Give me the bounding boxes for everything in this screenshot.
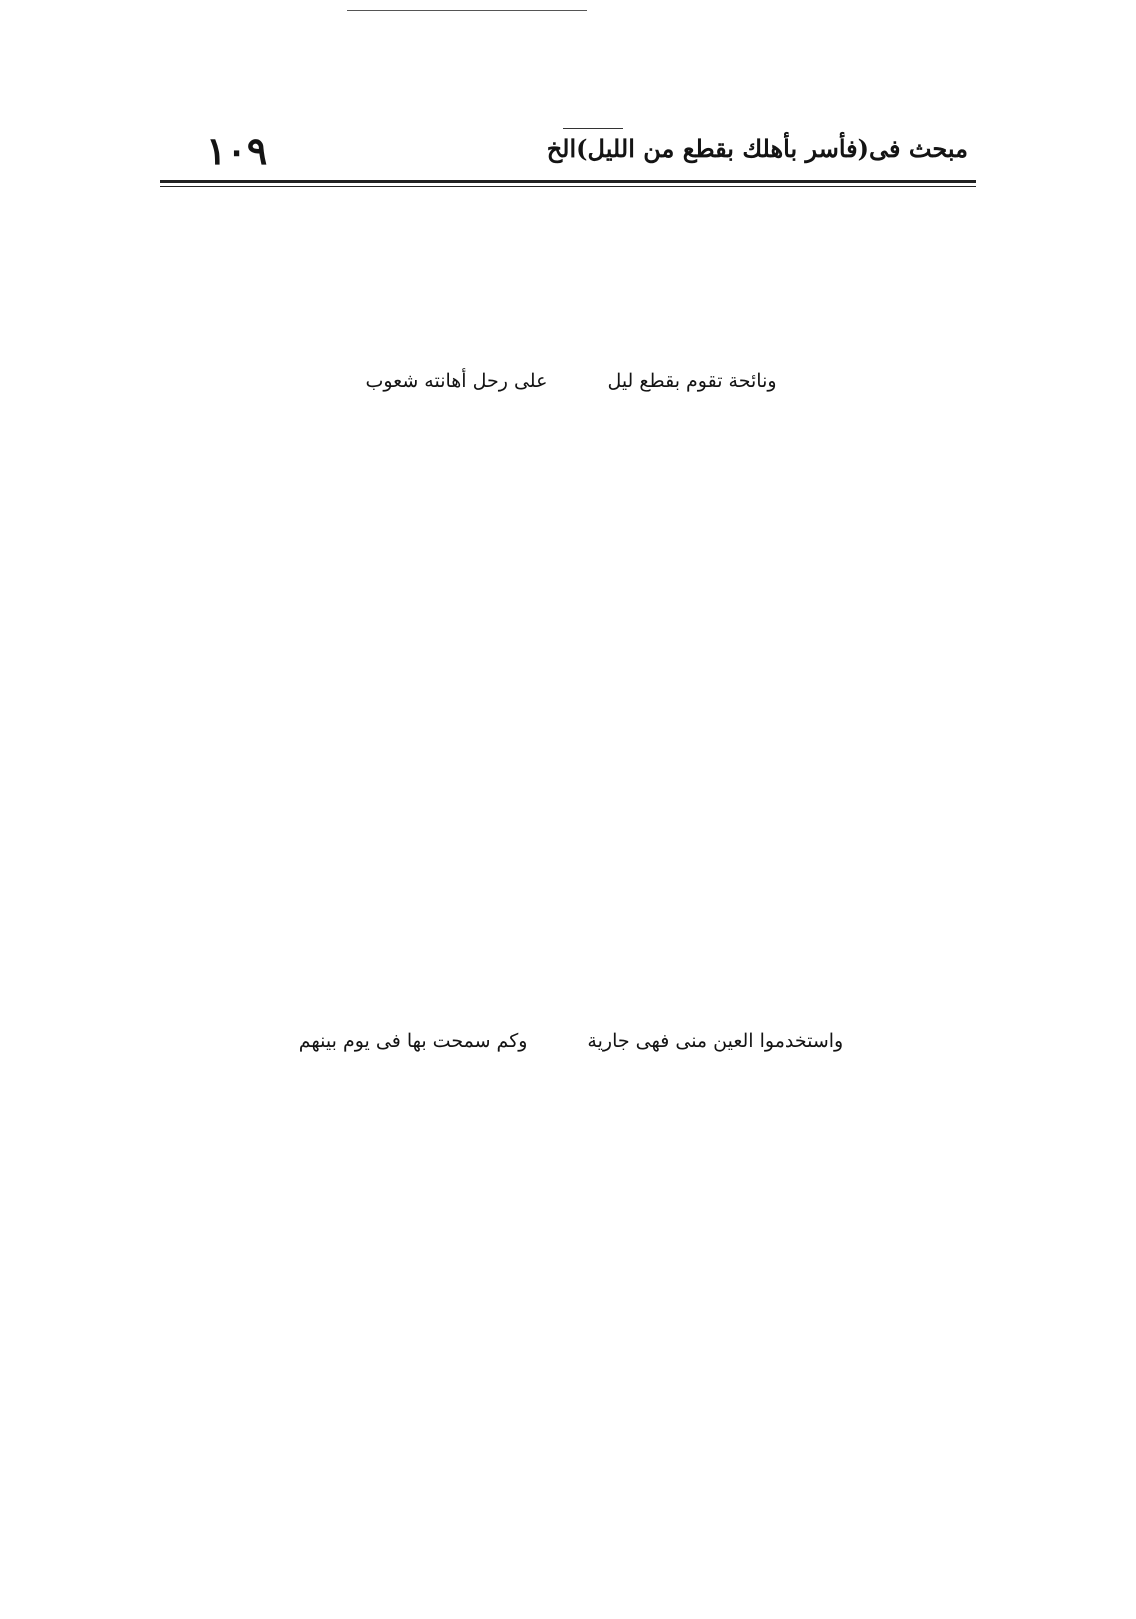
verse-first-hemistich: ونائحة تقوم بقطع ليل xyxy=(607,370,777,392)
text-line xyxy=(178,852,964,886)
text-line xyxy=(178,1060,964,1094)
verse-second-hemistich: وكم سمحت بها فى يوم بينهم xyxy=(298,1030,528,1052)
verse-second-hemistich: على رحل أهانته شعوب xyxy=(365,370,548,392)
text-line xyxy=(178,1269,964,1303)
top-rule xyxy=(347,10,587,11)
header-small-rule xyxy=(563,128,623,129)
text-line xyxy=(178,988,964,1022)
text-line xyxy=(178,434,964,468)
text-line xyxy=(178,192,964,226)
page-number: ١٠٩ xyxy=(206,128,268,173)
text-line xyxy=(178,716,964,750)
text-line xyxy=(178,1162,964,1196)
text-line xyxy=(178,784,964,818)
text-line xyxy=(178,294,964,328)
poetry-verse xyxy=(178,362,964,400)
text-line xyxy=(178,1094,964,1128)
text-line xyxy=(178,575,964,609)
text-line xyxy=(178,750,964,784)
header-rule-thin xyxy=(160,186,976,187)
text-line xyxy=(178,468,964,502)
text-line xyxy=(178,609,964,643)
text-line xyxy=(178,1303,964,1337)
text-line xyxy=(178,328,964,362)
poetry-verse xyxy=(178,1022,964,1060)
text-line xyxy=(178,1128,964,1162)
page-body xyxy=(178,192,964,1602)
header-rule-thick xyxy=(160,180,976,183)
text-line xyxy=(178,954,964,988)
page-header xyxy=(168,128,968,188)
running-title: مبحث فى(فأسر بأهلك بقطع من الليل)الخ xyxy=(546,134,968,163)
text-line xyxy=(178,643,964,677)
text-line xyxy=(178,260,964,294)
text-line xyxy=(178,541,964,575)
verse-first-hemistich: واستخدموا العين منى فهى جارية xyxy=(587,1030,844,1052)
text-line xyxy=(178,1230,964,1264)
text-line xyxy=(178,507,964,541)
text-line xyxy=(178,818,964,852)
text-line xyxy=(178,677,964,711)
text-line xyxy=(178,886,964,920)
text-line xyxy=(178,400,964,434)
text-line xyxy=(178,920,964,954)
text-line xyxy=(178,1196,964,1230)
text-line xyxy=(178,226,964,260)
